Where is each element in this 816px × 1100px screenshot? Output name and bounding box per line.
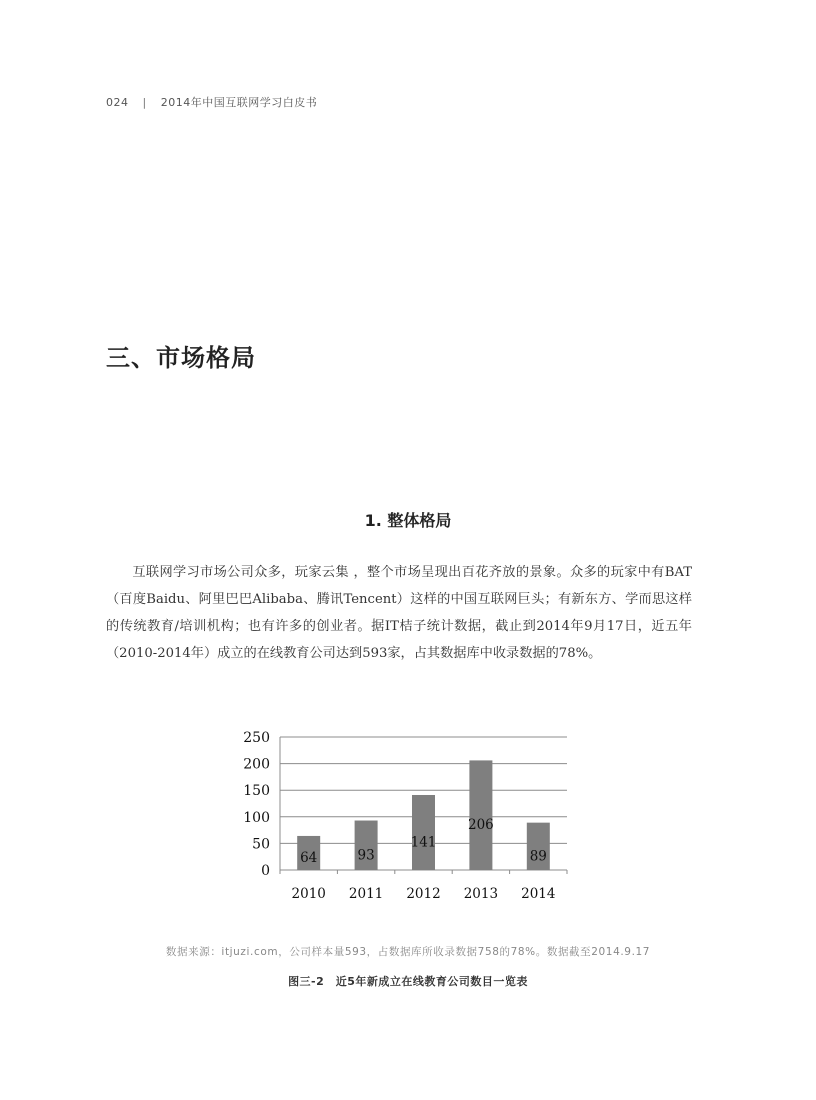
x-tick-label: 2012 xyxy=(406,886,441,902)
subsection-title: 1. 整体格局 xyxy=(364,511,452,530)
source-note: 数据来源：itjuzi.com，公司样本量593，占数据库所收录数据758的78%。数据截至2014.9.17 xyxy=(165,946,651,958)
y-tick-label: 250 xyxy=(243,730,270,746)
y-tick-label: 150 xyxy=(243,783,270,800)
data-label: 89 xyxy=(529,848,547,865)
data-label: 206 xyxy=(468,817,494,834)
data-label: 64 xyxy=(300,850,318,866)
running-header xyxy=(106,94,317,110)
y-tick-label: 0 xyxy=(261,863,270,879)
x-tick-label: 2014 xyxy=(521,886,556,902)
bar xyxy=(412,795,435,870)
book-title: 2014年中国互联网学习白皮书 xyxy=(160,96,318,109)
section-title: 三、市场格局 xyxy=(106,343,256,372)
x-tick-label: 2013 xyxy=(463,886,499,902)
bar-chart xyxy=(230,722,590,917)
figure-caption: 图三-2 近5年新成立在线教育公司数目一览表 xyxy=(288,975,528,988)
header-separator: | xyxy=(142,95,147,109)
page-number: 024 xyxy=(106,95,129,109)
y-tick-label: 200 xyxy=(243,756,270,773)
bar xyxy=(469,760,492,870)
x-tick-label: 2010 xyxy=(291,886,326,902)
y-tick-label: 100 xyxy=(243,809,270,826)
x-tick-label: 2011 xyxy=(348,886,384,902)
body-paragraph: 互联网学习市场公司众多，玩家云集 ，整个市场呈现出百花齐放的景象。众多的玩家中有BAT（百度Baidu、阿里巴巴Alibaba、腾讯Tencent）这样的中国互联网巨头；有新东方、学而思这样的传统教育/培训机构；也有许多的创业者。据IT桔子统计数据，截止到2014年9月17日，近五年（2010-2014年）成立的在线教育公司达到593家，占其数据库中收录数据的78%。 xyxy=(106,565,692,661)
data-label: 93 xyxy=(357,847,375,864)
y-tick-label: 50 xyxy=(252,836,270,853)
data-label: 141 xyxy=(410,834,437,851)
